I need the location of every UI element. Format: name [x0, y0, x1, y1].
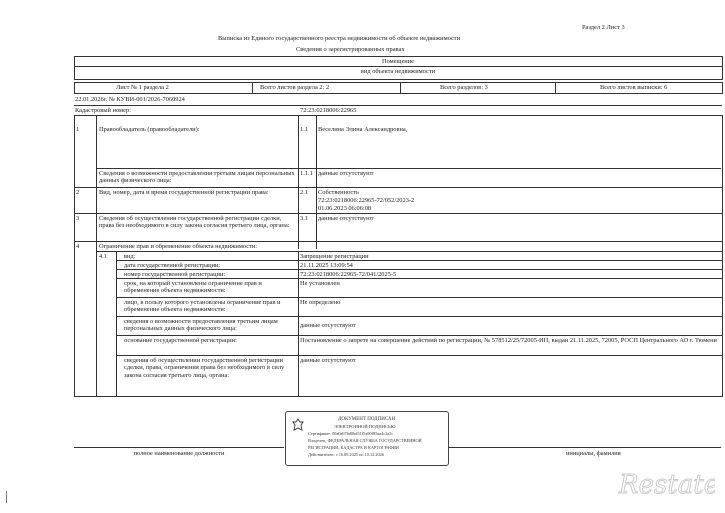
electronic-signature-stamp	[285, 411, 449, 466]
object-type-label: вид объекта недвижимости	[360, 68, 436, 75]
watermark-logo	[615, 465, 715, 503]
row-2-number: 2	[76, 189, 80, 196]
encumbrance-number-value: 72:23:0218006:22965-72/041/2025-5	[300, 271, 397, 278]
row-3-number: 3	[76, 215, 80, 222]
stamp-line-3: Сертификат: 00a0a676d0bd51f5a90f85aa4c2a5c	[308, 431, 394, 436]
right-registration-number: 72:23:0218006:22965-72/052/2023-2	[318, 197, 415, 204]
encumbrance-type-label: вид:	[124, 253, 136, 260]
right-registration-date: 01.06.2023 06:06:08	[318, 205, 372, 212]
encumbrance-consent-label: сведения об осуществлении государственной регистрации сделки, права, ограничения права без необходимого в силу закона согласия третьего лица, органа:	[124, 357, 285, 379]
encumbrance-number-label: номер государственной регистрации:	[124, 271, 226, 278]
encumbrance-beneficiary-label: лицо, в пользу которого установлены ограничение прав и обременение объекта недвижимости:	[124, 299, 281, 314]
encumbrance-date-value: 21.11.2025 13:09:54	[300, 262, 353, 269]
sheet-number: Лист № 1 раздела 2	[116, 84, 169, 91]
stamp-line-6: Действителен: с 16.09.2025 по 10.12.2026	[308, 452, 384, 457]
total-sheets: Всего листов выписки: 6	[600, 84, 668, 91]
row-2-subnumber: 2.1	[300, 189, 308, 196]
total-sections: Всего разделов: 3	[440, 84, 488, 91]
emblem-icon	[292, 418, 304, 432]
encumbrance-basis-label: основание государственной регистрации:	[124, 337, 237, 344]
encumbrance-term-label: срок, на который установлены ограничение прав и обременение объекта недвижимости:	[124, 280, 262, 295]
row-1-subnumber: 1.1	[300, 126, 308, 133]
sheets-in-section: Всего листов раздела 2: 2	[260, 84, 330, 91]
right-holder-name: Веселина Элина Александровна,	[318, 126, 408, 133]
position-caption: полное наименование должности	[133, 450, 225, 457]
cadastral-label: Кадастровый номер:	[75, 107, 131, 114]
row-2-label: Вид, номер, дата и время государственной регистрации права:	[99, 189, 269, 196]
stamp-line-1: ДОКУМЕНТ ПОДПИСАН	[338, 417, 396, 422]
encumbrance-personal-data-value: данные отсутствуют	[300, 322, 356, 329]
row-4-number: 4	[76, 243, 80, 250]
row-3-value: данные отсутствуют	[318, 215, 374, 222]
initials-caption: инициалы, фамилия	[566, 450, 621, 457]
document-title: Выписка из Единого государственного реестра недвижимости об объекте недвижимости	[218, 35, 461, 42]
stamp-line-2: ЭЛЕКТРОННОЙ ПОДПИСЬЮ	[334, 424, 396, 429]
encumbrance-date-label: дата государственной регистрации:	[124, 262, 221, 269]
document-subtitle: Сведения о зарегистрированных правах	[296, 46, 405, 53]
cadastral-number: 72:23:0218006:22965	[300, 107, 357, 114]
watermark-text: Restate	[619, 470, 715, 500]
page-edge-mark	[6, 491, 7, 503]
encumbrance-term-value: Не установлен	[300, 280, 340, 287]
encumbrance-beneficiary-value: Не определено	[300, 299, 341, 306]
row-1-label: Правообладатель (правообладатели):	[99, 126, 200, 133]
section-page-indicator: Раздел 2 Лист 3	[582, 24, 625, 31]
row-3-label: Сведения об осуществлении государственной регистрации сделки, права без необходимого в силу закона согласия третьего лица, органа:	[99, 215, 290, 230]
object-type-value: Помещение	[381, 57, 414, 65]
stamp-line-5: РЕГИСТРАЦИИ, КАДАСТРА И КАРТОГРАФИИ	[308, 445, 399, 450]
encumbrance-consent-value: данные отсутствуют	[300, 357, 356, 364]
row-4-subnumber: 4.1	[99, 253, 107, 260]
right-type: Собственность	[318, 189, 359, 196]
encumbrance-personal-data-label: сведения о возможности предоставления третьим лицам персональных данных физического лица:	[124, 318, 278, 333]
row-4-label: Ограничение прав и обременение объекта недвижимости:	[99, 243, 258, 250]
encumbrance-basis-value: Постановление о запрете на совершение действий по регистрации, № 578512/25/72005-ИП, выдан 21.11.2025, 72005, РОСП Центрального АО г. Тюмени	[300, 337, 717, 344]
row-1-number: 1	[76, 126, 80, 133]
row-3-subnumber: 3.1	[300, 215, 308, 222]
row-1a-subnumber: 1.1.1	[300, 170, 313, 177]
row-1a-value: данные отсутствуют	[318, 170, 374, 177]
encumbrance-type-value: Запрещение регистрации	[300, 253, 369, 260]
row-1a-label: Сведения о возможности предоставления третьим лицам персональных данных физического лица:	[99, 170, 295, 185]
document-number: 22.01.2026г. № КУВИ-001/2026-7060924	[75, 96, 185, 103]
stamp-line-4: Владелец: ФЕДЕРАЛЬНАЯ СЛУЖБА ГОСУДАРСТВЕННОЙ	[308, 438, 422, 443]
